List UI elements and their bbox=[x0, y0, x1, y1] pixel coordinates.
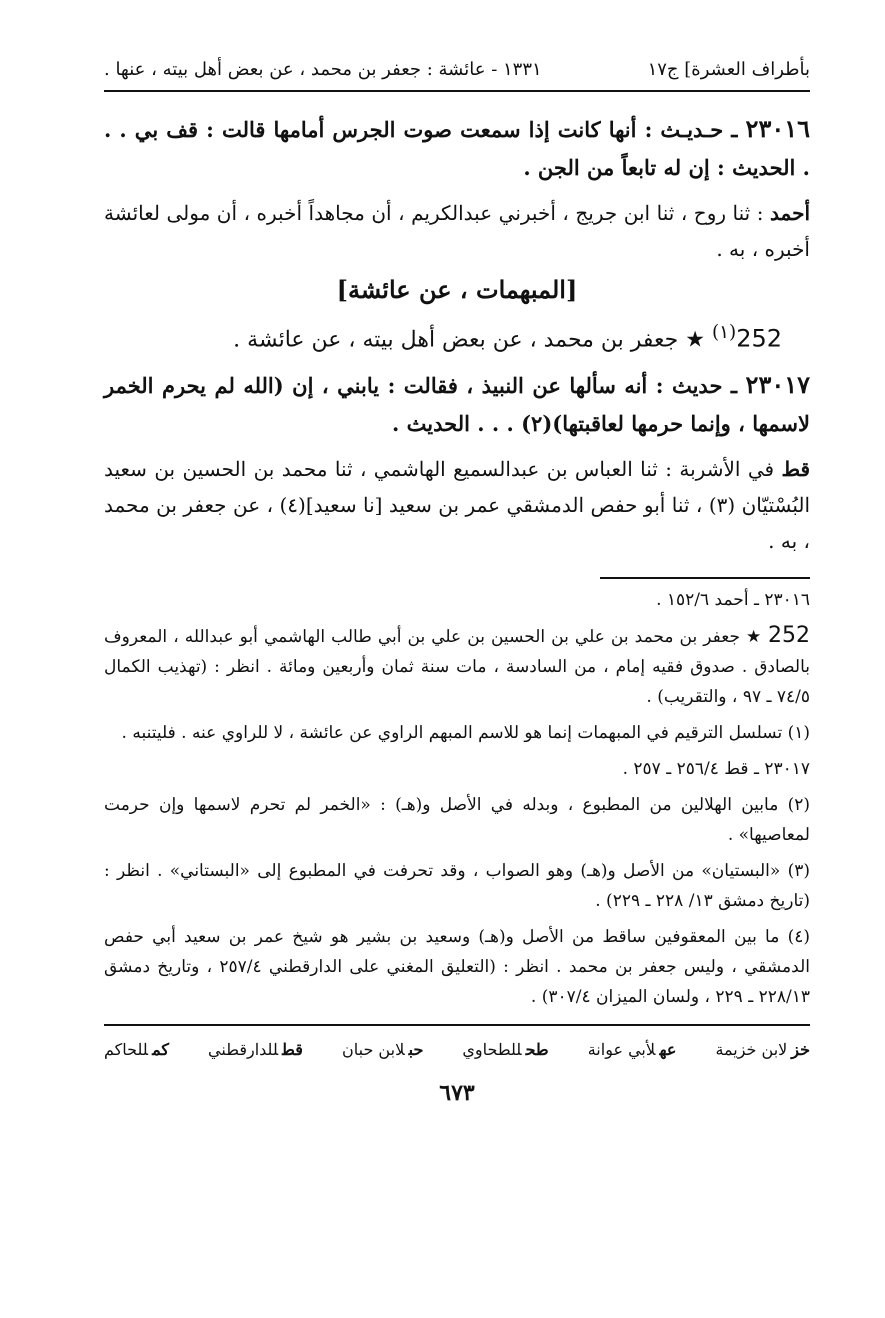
hadith-23017-source bbox=[104, 451, 810, 559]
footnote: ٢٣٠١٧ ـ قط ٢٥٦/٤ ـ ٢٥٧ . bbox=[622, 759, 810, 780]
header-title: ١٣٣١ - عائشة : جعفر بن محمد ، عن بعض أهل بيته ، عنها . bbox=[104, 59, 542, 80]
hadith-23017 bbox=[104, 366, 810, 443]
abbrev-item: عهلأبي عوانة bbox=[587, 1040, 677, 1060]
footnote: (٤) ما بين المعقوفين ساقط من الأصل و(هـ) وسعيد بن بشير هو شيخ عمر بن سعيد أبي حفص الدمشقي ، وليس جعفر بن محمد . انظر : (التعليق المغني على الدارقطني ٢٥٧/٤ ، وتاريخ دمشق ٢٢٨/١٣ ـ ٢٢٩ ، ولسان الميزان ٣٠٧/٤) . bbox=[104, 927, 810, 1008]
mubham-number: 252 bbox=[736, 324, 782, 353]
abbrev-item: خزلابن خزيمة bbox=[715, 1040, 810, 1060]
header-volume: بأطراف العشرة] ج١٧ bbox=[647, 59, 810, 80]
hadith-text: ـ حـديـث : أنها كانت إذا سمعت صوت الجرس أمامها قالت : قف بي . . . الحديث : إن له تابعاً من الجن . bbox=[104, 117, 810, 180]
footer-separator bbox=[104, 1024, 810, 1026]
mubham-entry bbox=[104, 311, 810, 362]
page bbox=[104, 48, 810, 1288]
footnote-mubham bbox=[104, 621, 810, 712]
footnote-separator bbox=[600, 577, 810, 579]
source-abbr: قط bbox=[781, 457, 810, 482]
footnote-text: ★ جعفر بن محمد بن علي بن الحسين بن علي بن أبي طالب الهاشمي أبو عبدالله ، المعروف بالصادق . صدوق فقيه إمام ، من السادسة ، مات سنة ثمان وأربعين ومائة . انظر : (تهذيب الكمال ٧٤/٥ ـ ٩٧ ، والتقريب) . bbox=[104, 627, 810, 708]
source-text: : ثنا روح ، ثنا ابن جريج ، أخبرني عبدالكريم ، أن مجاهداً أخبره ، أن مولى لعائشة أخبره ، به . bbox=[104, 201, 810, 261]
abbrev-item: قطللدارقطني bbox=[208, 1040, 303, 1060]
footnote: (١) تسلسل الترقيم في المبهمات إنما هو للاسم المبهم الراوي عن عائشة ، لا للراوي عنه . فليتنبه . bbox=[121, 723, 810, 744]
mubham-ref: (١) bbox=[712, 322, 737, 343]
source-abbr: أحمد bbox=[770, 201, 810, 225]
footnote-number: 252 bbox=[768, 623, 811, 649]
footnote: ٢٣٠١٦ ـ أحمد ١٥٢/٦ . bbox=[656, 590, 810, 611]
abbrev-item: حبلابن حبان bbox=[342, 1040, 424, 1060]
hadith-23016 bbox=[104, 110, 810, 187]
footnote: (٣) «البستيان» من الأصل و(هـ) وهو الصواب ، وقد تحرفت في المطبوع إلى «البستاني» . انظر : (تاريخ دمشق ١٣/ ٢٢٨ ـ ٢٢٩) . bbox=[104, 861, 810, 912]
abbrev-item: طحللطحاوي bbox=[462, 1040, 549, 1060]
footnotes bbox=[104, 585, 810, 1012]
star-icon: ★ bbox=[685, 327, 706, 353]
hadith-text: ـ حديث : أنه سألها عن النبيذ ، فقالت : يابني ، إن (الله لم يحرم الخمر لاسمها ، وإنما حرمها لعاقبتها)(٢) . . . الحديث . bbox=[104, 373, 810, 437]
hadith-number: ٢٣٠١٦ bbox=[745, 114, 810, 143]
running-header bbox=[104, 48, 810, 92]
abbrev-item: كمللحاكم bbox=[104, 1040, 169, 1060]
mubham-text: جعفر بن محمد ، عن بعض أهل بيته ، عن عائشة . bbox=[233, 327, 686, 353]
hadith-number: ٢٣٠١٧ bbox=[745, 370, 810, 400]
hadith-23016-source bbox=[104, 195, 810, 267]
section-title: [المبهمات ، عن عائشة] bbox=[336, 275, 578, 304]
footnote: (٢) مابين الهلالين من المطبوع ، وبدله في الأصل و(هـ) : «الخمر لم تحرم لاسمها وإن حرمت لمعاصيها» . bbox=[104, 795, 810, 846]
abbreviation-legend bbox=[104, 1036, 810, 1064]
source-text: في الأشربة : ثنا العباس بن عبدالسميع الهاشمي ، ثنا محمد بن الحسين بن سعيد البُسْتيّان (٣) ، ثنا أبو حفص الدمشقي عمر بن سعيد [نا سعيد](٤) ، عن جعفر بن محمد ، به . bbox=[104, 457, 810, 554]
page-number: ٦٧٣ bbox=[439, 1080, 475, 1107]
